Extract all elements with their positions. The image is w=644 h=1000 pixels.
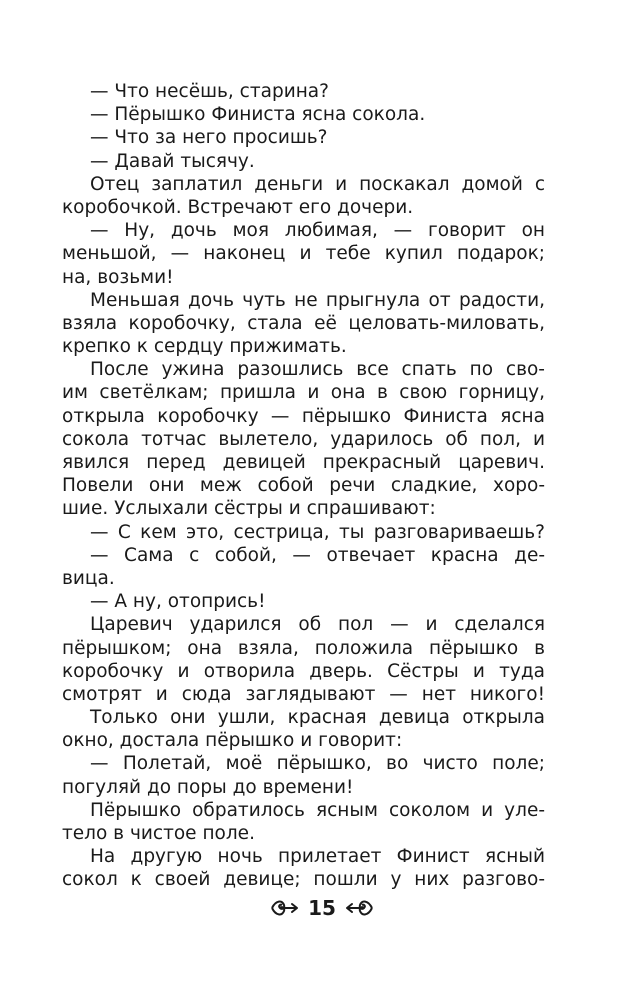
text-line: крепко к сердцу прижимать. <box>62 336 347 358</box>
text-line: — Что за него просишь? <box>90 127 328 149</box>
text-line: им светёлкам; пришла и она в свою горницу, <box>62 382 545 404</box>
text-line: шие. Услыхали сёстры и спрашивают: <box>62 498 436 520</box>
text-line: сокол к своей девице; пошли у них разгово- <box>62 869 545 891</box>
text-line: Царевич ударился об пол — и сделался <box>90 614 545 636</box>
page-footer <box>0 893 644 923</box>
text-line: — А ну, отопрись! <box>90 591 266 613</box>
text-line: Меньшая дочь чуть не прыгнула от радости, <box>90 289 545 311</box>
text-line: — Сама с собой, — отвечает красна де- <box>90 544 545 566</box>
text-line: коробочку и отворила дверь. Сёстры и туда <box>62 660 545 682</box>
text-line: Повели они меж собой речи сладкие, хоро- <box>62 475 545 497</box>
text-line: После ужина разошлись все спать по сво- <box>90 359 545 381</box>
text-line: погуляй до поры до времени! <box>62 776 354 798</box>
text-line: — Пёрышко Финиста ясна сокола. <box>90 104 426 126</box>
text-line: смотрят и сюда заглядывают — нет никого! <box>62 683 545 705</box>
text-line: открыла коробочку — пёрышко Финиста ясна <box>62 405 545 427</box>
text-line: меньшой, — наконец и тебе купил подарок; <box>62 243 545 265</box>
floral-ornament-left-icon <box>270 897 300 919</box>
text-line: коробочкой. Встречают его дочери. <box>62 196 414 218</box>
text-line: вица. <box>62 567 115 589</box>
floral-ornament-right-icon <box>344 897 374 919</box>
text-line: На другую ночь прилетает Финист ясный <box>90 846 545 868</box>
text-line: явился перед девицей прекрасный царевич. <box>62 452 545 473</box>
text-line: — Давай тысячу. <box>90 150 255 172</box>
text-line: — Ну, дочь моя любимая, — говорит он <box>90 220 545 242</box>
text-line: Только они ушли, красная девица открыла <box>90 707 545 729</box>
text-line: на, возьми! <box>62 266 174 288</box>
folio <box>270 896 374 920</box>
text-line: — Что несёшь, старина? <box>90 81 329 102</box>
text-line: Отец заплатил деньги и поскакал домой с <box>90 173 545 195</box>
text-line: Пёрышко обратилось ясным соколом и уле- <box>90 799 545 821</box>
text-line: сокола тотчас вылетело, ударилось об пол, и <box>62 428 545 450</box>
text-line: — С кем это, сестрица, ты разговариваешь? <box>90 521 545 543</box>
text-line: окно, достала пёрышко и говорит: <box>62 730 403 752</box>
text-line: взяла коробочку, стала её целовать-миловать, <box>62 312 545 334</box>
text-line: телo в чистое поле. <box>62 823 255 844</box>
text-line: — Полетай, моё пёрышко, во чисто поле; <box>90 753 545 775</box>
page-number: 15 <box>308 896 336 920</box>
text-line: пёрышком; она взяла, положила пёрышко в <box>62 637 545 659</box>
body-text <box>62 80 545 892</box>
